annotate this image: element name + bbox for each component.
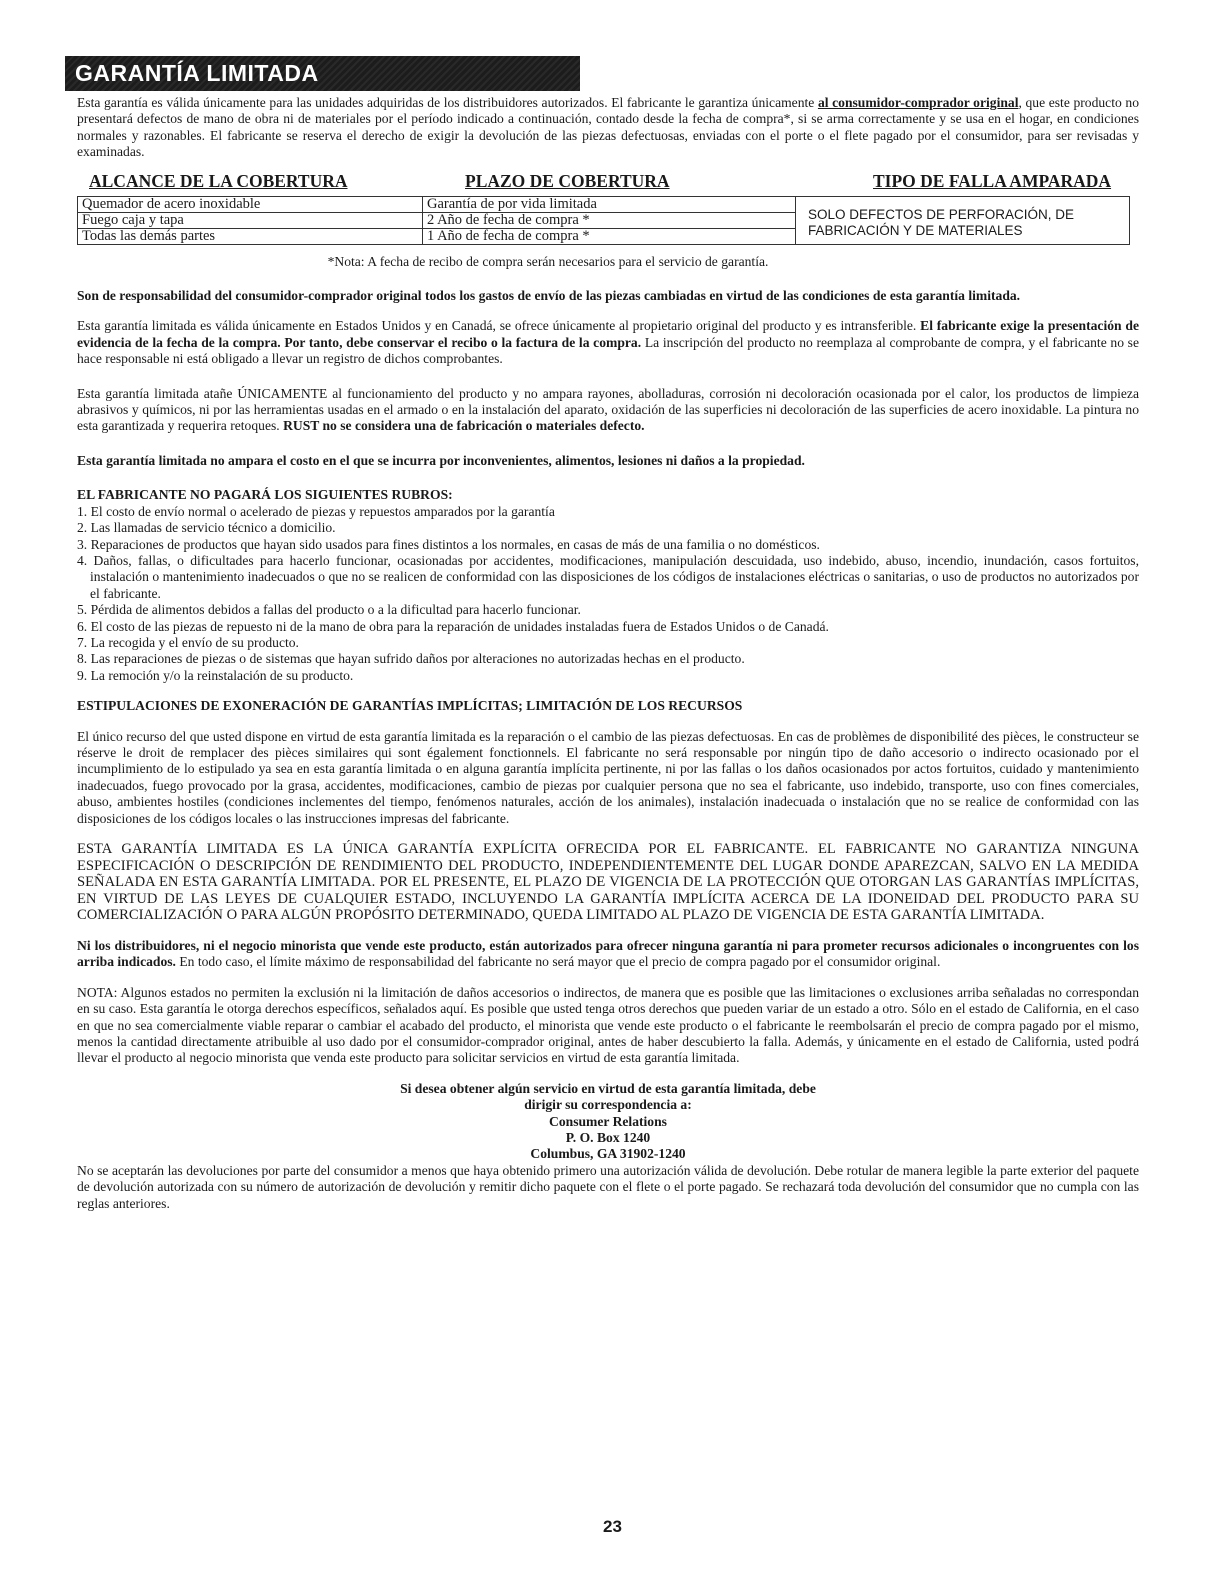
validity-bold: El fabricante exige la presentación de evidencia de la fecha de la compra. Por tanto, debe conservar el recibo o la factura de la compra. (77, 318, 1139, 350)
list-item: 9. La remoción y/o la reinstalación de su producto. (77, 667, 354, 683)
table-row (78, 196, 1130, 212)
coverage-part: Todas las demás partes (78, 228, 423, 244)
intro-text: Esta garantía es válida únicamente para las unidades adquiridas de los distribuidores autorizados. El fabricante le garantiza únicamente (77, 95, 818, 110)
exclusive-warranty-statement: ESTA GARANTÍA LIMITADA ES LA ÚNICA GARANTÍA EXPLÍCITA OFRECIDA POR EL FABRICANTE. EL FABRICANTE NO GARANTIZA NINGUNA ESPECIFICACIÓN O DESCRIPCIÓN DE RENDIMIENTO DEL PRODUCTO, INDEPENDIENTEMENTE DEL LUGAR DONDE APAREZCAN, SALVO EN LA MEDIDA SEÑALADA EN ESTA GARANTÍA LIMITADA. POR EL PRESENTE, EL PLAZO DE VIGENCIA DE LA PROTECCIÓN QUE OTORGAN LAS GARANTÍAS IMPLÍCITAS, EN VIRTUD DE LAS LEYES DE CUALQUIER ESTADO, INCLUYENDO LA GARANTÍA IMPLÍCITA ACERCA DE LA IDONEIDAD DEL PRODUCTO PARA SU COMERCIALIZACIÓN O PARA ALGÚN PROPÓSITO DETERMINADO, QUEDA LIMITADO AL PLAZO DE VIGENCIA DE ESTA GARANTÍA LIMITADA. (77, 841, 1139, 924)
intro-paragraph (77, 95, 1139, 161)
stipulations-body: El único recurso del que usted dispone en virtud de esta garantía limitada es la reparación o el cambio de las piezas defectuosas. En cas de problèmes de disponibilité des pièces, le constructeur se réserve le droit de remplacer des pièces similaires qui sont également fonctionnels. El fabricante no será responsable por ningún tipo de daño accesorio o indirecto ocasionado por el incumplimiento de lo estipulado ya sea en esta garantía limitada o en alguna garantía implícita pertinente, ni por las fallas o los daños ocasionados por actos fortuitos, cuidado y mantenimiento inadecuados, fuego provocado por la grasa, accidentes, modificaciones, cambio de piezas por cualquier persona que no sea el fabricante, uso indebido, transporte, uso con fines comerciales, abuso, ambientes hostiles (condiciones inclementes del tiempo, fenómenos naturales, acción de los animales), instalación inadecuada o instalación que no se realice de conformidad con las disposiciones de los códigos locales o las instrucciones impresas del fabricante. (77, 728, 1139, 826)
coverage-headers (77, 171, 1139, 192)
validity-text: Esta garantía limitada es válida únicamente en Estados Unidos y en Canadá, se ofrece únicamente al propietario original del producto y es intransferible. (77, 318, 921, 334)
page-title: GARANTÍA LIMITADA (65, 56, 580, 91)
contact-city: Columbus, GA 31902-1240 (530, 1146, 686, 1162)
no-cover-statement: Esta garantía limitada no ampara el costo en el que se incurra por inconvenientes, alimentos, lesiones ni daños a la propiedad. (77, 452, 805, 468)
distributors-bold: Ni los distribuidores, ni el negocio minorista que vende este producto, están autorizados para ofrecer ninguna garantía ni para prometer recursos adicionales o incongruentes con los arriba indicados. (77, 937, 1139, 970)
stipulations-title: ESTIPULACIONES DE EXONERACIÓN DE GARANTÍAS IMPLÍCITAS; LIMITACIÓN DE LOS RECURSOS (77, 698, 743, 714)
intro-text-end: , que este producto no presentará defectos de mano de obra ni de materiales por el período indicado a continuación, contado desde la fecha de compra*, si se arma correctamente y se usa en el hogar, en condiciones normales y razonables. El fabricante se reserva el derecho de exigir la devolución de las piezas defectuosas, enviadas con el porte o el flete pagado por el consumidor, para ser revisadas y examinadas. (77, 95, 1139, 160)
intro-emphasis: al consumidor-comprador original (817, 95, 1019, 110)
coverage-header-type: TIPO DE FALLA AMPARADA (873, 170, 1112, 191)
list-item: 2. Las llamadas de servicio técnico a domicilio. (77, 520, 336, 536)
nota-paragraph: NOTA: Algunos estados no permiten la exclusión ni la limitación de daños accesorios o indirectos, de manera que es posible que las limitaciones o exclusiones arriba señaladas no correspondan en su caso. Esta garantía le otorga derechos específicos, señalados aquí. Es posible que usted tenga otros derechos que pueden variar de un estado a otro. Sólo en el estado de California, en el caso en que no sea comercialmente viable reparar o cambiar el acabado del producto, el minorista que vende este producto o el fabricante le reembolsarán el precio de compra pagado por el mismo, menos la cantidad directamente atribuible al uso dado por el consumidor-comprador original, antes de haber descubierto la falla. Además, y únicamente en el estado de California, usted podrá llevar el producto al negocio minorista que venda este producto para solicitar servicios en virtud de esta garantía limitada. (77, 984, 1139, 1066)
validity-paragraph (77, 318, 1139, 367)
shipping-responsibility: Son de responsabilidad del consumidor-comprador original todos los gastos de envío de las piezas cambiadas en virtud de las condiciones de esta garantía limitada. (77, 288, 1021, 304)
receipt-note: *Nota: A fecha de recibo de compra serán necesarios para el servicio de garantía. (327, 253, 769, 269)
coverage-term: 1 Año de fecha de compra * (423, 228, 796, 244)
list-item: 8. Las reparaciones de piezas o de sistemas que hayan sufrido daños por alteraciones no autorizadas hechas en el producto. (77, 651, 745, 667)
contact-line: Si desea obtener algún servicio en virtud de esta garantía limitada, debe (400, 1080, 816, 1096)
contact-block (77, 1081, 1139, 1163)
coverage-part: Quemador de acero inoxidable (78, 196, 423, 212)
list-item: 1. El costo de envío normal o acelerado de piezas y repuestos amparados por la garantía (77, 503, 555, 519)
scope-paragraph (77, 386, 1139, 435)
contact-line: dirigir su correspondencia a: (524, 1097, 692, 1113)
coverage-header-term: PLAZO DE COBERTURA (465, 170, 670, 191)
not-pay-list (77, 504, 1139, 684)
list-item: 7. La recogida y el envío de su producto. (77, 634, 299, 650)
distributors-text: En todo caso, el límite máximo de responsabilidad del fabricante no será mayor que el precio de compra pagado por el consumidor original. (175, 954, 941, 970)
scope-bold: RUST no se considera una de fabricación o materiales defecto. (283, 418, 645, 434)
warranty-page (77, 56, 1139, 1212)
list-item: 6. El costo de las piezas de repuesto ni de la mano de obra para la reparación de unidades instaladas fuera de Estados Unidos o de Canadá. (77, 618, 829, 634)
scope-text: Esta garantía limitada atañe ÚNICAMENTE al funcionamiento del producto y no ampara rayones, abolladuras, corrosión ni decoloración ocasionada por el calor, los productos de limpieza abrasivos y químicos, ni por las herramientas usadas en el armado o en la instalación del aparato, oxidación de las superficies ni decoloración de las superficies de acero inoxidable. La pintura no esta garantizada y requerira retoques. (77, 385, 1139, 434)
list-item: 3. Reparaciones de productos que hayan sido usados para fines distintos a los normales, en casas de más de una familia o no domésticos. (77, 536, 820, 552)
not-pay-title: EL FABRICANTE NO PAGARÁ LOS SIGUIENTES RUBROS: (77, 487, 453, 503)
distributors-paragraph (77, 938, 1139, 971)
coverage-failure-type: SOLO DEFECTOS DE PERFORACIÓN, DE FABRICACIÓN Y DE MATERIALES (796, 196, 1130, 244)
coverage-table (77, 196, 1130, 245)
list-item: 5. Pérdida de alimentos debidos a fallas del producto o a la dificultad para hacerlo funcionar. (77, 602, 581, 618)
validity-text-end: La inscripción del producto no reemplaza al comprobante de compra, y el fabricante no se hace responsable ni está obligado a llevar un registro de dichos comprobantes. (77, 334, 1140, 367)
page-number: 23 (603, 1517, 622, 1536)
coverage-term: Garantía de por vida limitada (423, 196, 796, 212)
contact-name: Consumer Relations (549, 1113, 667, 1129)
returns-paragraph: No se aceptarán las devoluciones por parte del consumidor a menos que haya obtenido primero una autorización válida de devolución. Debe rotular de manera legible la parte exterior del paquete de devolución autorizada con su número de autorización de devolución y remitir dicho paquete con el flete o el porte pagado. Se rechazará toda devolución del consumidor que no cumpla con las reglas anteriores. (77, 1162, 1139, 1211)
coverage-term: 2 Año de fecha de compra * (423, 212, 796, 228)
coverage-part: Fuego caja y tapa (78, 212, 423, 228)
contact-box: P. O. Box 1240 (565, 1130, 651, 1146)
coverage-header-scope: ALCANCE DE LA COBERTURA (89, 170, 348, 191)
list-item: 4. Daños, fallas, o dificultades para hacerlo funcionar, ocasionadas por accidentes, modificaciones, manipulación descuidada, uso indebido, abuso, incendio, inundación, casos fortuitos, instalación o mantenimiento inadecuados o que no se realicen de conformidad con las disposiciones de los códigos de instalaciones eléctricas o sanitarias, o uso de productos no autorizados por el fabricante. (77, 552, 1139, 601)
